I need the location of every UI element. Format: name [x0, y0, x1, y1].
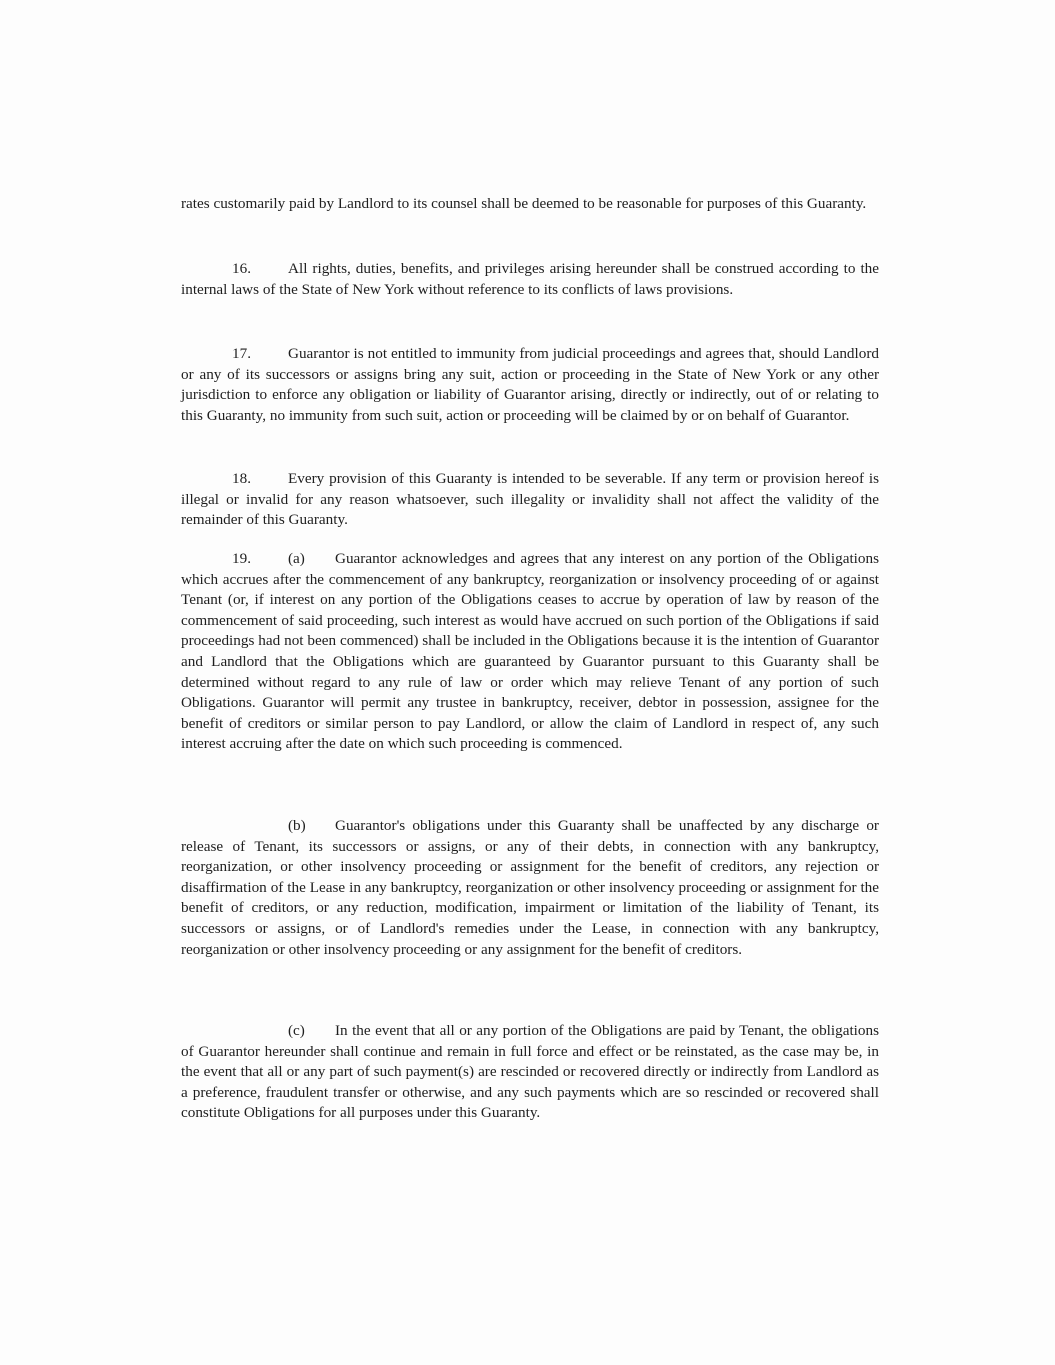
subsection-label: (b)	[288, 817, 306, 834]
subsection-text: Guarantor's obligations under this Guaranty shall be unaffected by any discharge or release of Tenant, its successors or assigns, or any of their debts, in connection with any bankruptcy, reorganization, or other insolvency proceeding or assignment for the benefit of creditors, any rejection or disaffirmation of the Lease in any bankruptcy, reorganization or other insolvency proceeding or assignment for the benefit of creditors, or any reduction, modification, impairment or limitation of the liability of Tenant, its successors or assigns, or of Landlord's remedies under the Lease, in connection with any bankruptcy, reorganization or other insolvency proceeding or any assignment for the benefit of creditors.	[181, 817, 879, 958]
section-number: 18.	[232, 470, 251, 487]
section-18	[181, 469, 879, 531]
continued-paragraph-text: rates customarily paid by Landlord to its counsel shall be deemed to be reasonable for purposes of this Guaranty.	[181, 195, 867, 212]
section-number: 16.	[232, 260, 251, 277]
section-19a	[181, 549, 879, 755]
section-number: 17.	[232, 345, 251, 362]
subsection-label: (a)	[288, 550, 305, 567]
section-16	[181, 259, 879, 300]
continued-paragraph	[181, 194, 879, 215]
section-19c	[181, 1021, 879, 1124]
section-text: Every provision of this Guaranty is intended to be severable. If any term or provision hereof is illegal or invalid for any reason whatsoever, such illegality or invalidity shall not affect the validity of the remainder of this Guaranty.	[181, 470, 879, 529]
section-text: Guarantor is not entitled to immunity from judicial proceedings and agrees that, should Landlord or any of its successors or assigns bring any suit, action or proceeding in the State of New York or any other jurisdiction to enforce any obligation or liability of Guarantor arising, directly or indirectly, out of or relating to this Guaranty, no immunity from such suit, action or proceeding will be claimed by or on behalf of Guarantor.	[181, 345, 879, 424]
section-17	[181, 344, 879, 426]
section-number: 19.	[232, 550, 251, 567]
subsection-text: In the event that all or any portion of the Obligations are paid by Tenant, the obligations of Guarantor hereunder shall continue and remain in full force and effect or be reinstated, as the case may be, in the event that all or any part of such payment(s) are rescinded or recovered directly or indirectly from Landlord as a preference, fraudulent transfer or otherwise, and any such payments which are so rescinded or recovered shall constitute Obligations for all purposes under this Guaranty.	[181, 1022, 879, 1122]
section-19b	[181, 816, 879, 960]
section-text: All rights, duties, benefits, and privileges arising hereunder shall be construed according to the internal laws of the State of New York without reference to its conflicts of laws provisions.	[181, 260, 879, 298]
subsection-text: Guarantor acknowledges and agrees that any interest on any portion of the Obligations which accrues after the commencement of any bankruptcy, reorganization or insolvency proceeding of or against Tenant (or, if interest on any portion of the Obligations ceases to accrue by operation of law by reason of the commencement of said proceeding, such interest as would have accrued on such portion of the Obligations if said proceedings had not been commenced) shall be included in the Obligations because it is the intention of Guarantor and Landlord that the Obligations which are guaranteed by Guarantor pursuant to this Guaranty shall be determined without regard to any rule of law or order which may relieve Tenant of any portion of such Obligations. Guarantor will permit any trustee in bankruptcy, receiver, debtor in possession, assignee for the benefit of creditors or similar person to pay Landlord, or allow the claim of Landlord in respect of, any such interest accruing after the date on which such proceeding is commenced.	[181, 550, 879, 753]
subsection-label: (c)	[288, 1022, 305, 1039]
